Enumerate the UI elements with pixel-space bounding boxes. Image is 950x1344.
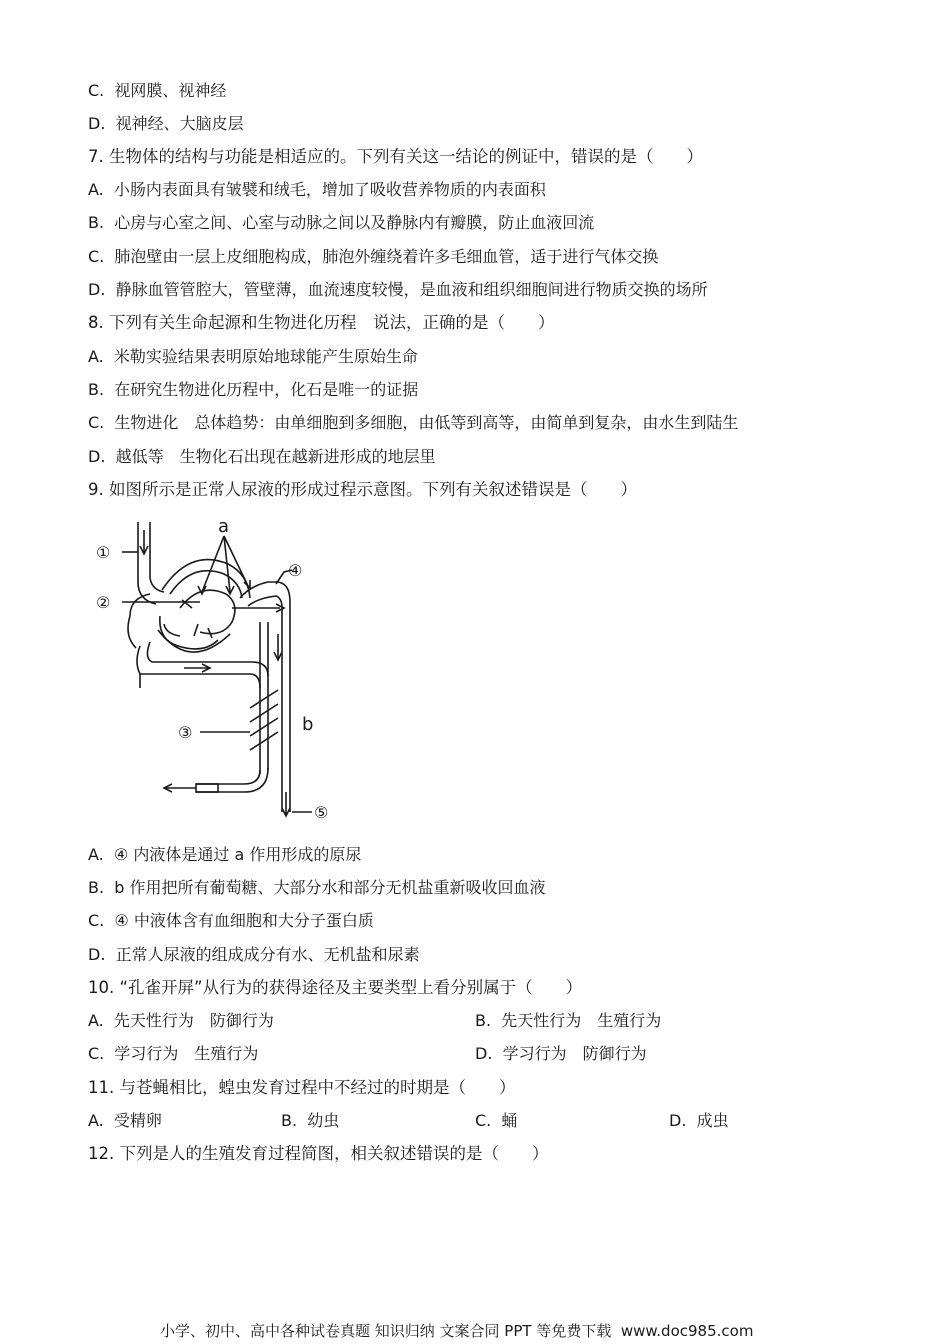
option-d-prev: D. 视神经、大脑皮层 <box>88 114 244 133</box>
option-c-prev: C. 视网膜、视神经 <box>88 81 227 100</box>
question-8-stem: 8. 下列有关生命起源和生物进化历程 说法，正确的是（ ） <box>88 313 555 332</box>
question-7-option-b: B. 心房与心室之间、心室与动脉之间以及静脉内有瓣膜，防止血液回流 <box>88 213 595 232</box>
question-9-option-c: C. ④ 中液体含有血细胞和大分子蛋白质 <box>88 911 374 930</box>
question-11-option-a: A. 受精卵 <box>88 1111 162 1130</box>
question-8-option-a: A. 米勒实验结果表明原始地球能产生原始生命 <box>88 347 418 366</box>
label-a: a <box>218 516 230 537</box>
question-9-option-a: A. ④ 内液体是通过 a 作用形成的原尿 <box>88 845 362 864</box>
question-11-option-c: C. 蛹 <box>475 1111 518 1130</box>
question-7-option-d: D. 静脉血管管腔大，管壁薄，血流速度较慢，是血液和组织细胞间进行物质交换的场所 <box>88 280 708 299</box>
label-3: ③ <box>178 723 193 742</box>
nephron-diagram <box>96 512 360 827</box>
question-11-stem: 11. 与苍蝇相比，蝗虫发育过程中不经过的时期是（ ） <box>88 1078 516 1097</box>
page-footer: 小学、初中、高中各种试卷真题 知识归纳 文案合同 PPT 等免费下载 www.doc985.com <box>160 1322 754 1340</box>
label-4: ④ <box>288 561 303 580</box>
label-5: ⑤ <box>314 803 329 822</box>
question-7-option-c: C. 肺泡壁由一层上皮细胞构成，肺泡外缠绕着许多毛细血管，适于进行气体交换 <box>88 247 659 266</box>
question-8-option-b: B. 在研究生物进化历程中，化石是唯一的证据 <box>88 380 419 399</box>
question-7-option-a: A. 小肠内表面具有皱襞和绒毛，增加了吸收营养物质的内表面积 <box>88 180 546 199</box>
question-9-option-d: D. 正常人尿液的组成成分有水、无机盐和尿素 <box>88 945 420 964</box>
question-9-stem: 9. 如图所示是正常人尿液的形成过程示意图。下列有关叙述错误是（ ） <box>88 480 637 499</box>
label-b: b <box>302 714 314 735</box>
question-8-option-d: D. 越低等 生物化石出现在越新进形成的地层里 <box>88 447 436 466</box>
question-10-option-c: C. 学习行为 生殖行为 <box>88 1044 259 1063</box>
question-10-option-d: D. 学习行为 防御行为 <box>475 1044 647 1063</box>
question-8-option-c: C. 生物进化 总体趋势：由单细胞到多细胞，由低等到高等，由简单到复杂，由水生到陆生 <box>88 413 739 432</box>
question-11-option-b: B. 幼虫 <box>281 1111 340 1130</box>
question-7-stem: 7. 生物体的结构与功能是相适应的。下列有关这一结论的例证中，错误的是（ ） <box>88 147 703 166</box>
question-10-option-b: B. 先天性行为 生殖行为 <box>475 1011 662 1030</box>
label-2: ② <box>96 593 111 612</box>
question-11-option-d: D. 成虫 <box>669 1111 729 1130</box>
question-9-option-b: B. b 作用把所有葡萄糖、大部分水和部分无机盐重新吸收回血液 <box>88 878 546 897</box>
question-12-stem: 12. 下列是人的生殖发育过程简图，相关叙述错误的是（ ） <box>88 1144 549 1163</box>
label-1: ① <box>96 543 111 562</box>
question-10-option-a: A. 先天性行为 防御行为 <box>88 1011 274 1030</box>
question-10-stem: 10. “孔雀开屏”从行为的获得途径及主要类型上看分别属于（ ） <box>88 978 583 997</box>
